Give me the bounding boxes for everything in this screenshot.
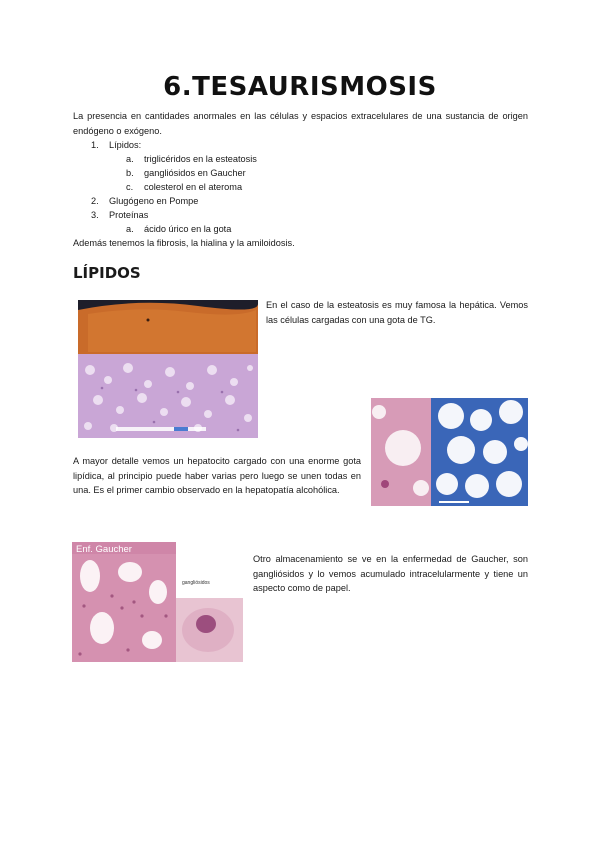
- list-marker: a.: [126, 224, 134, 234]
- list-text: ácido úrico en la gota: [144, 224, 232, 234]
- intro-paragraph: La presencia en cantidades anormales en las células y espacios extracelulares de una sustancia de origen endógeno o exógeno.: [73, 111, 528, 136]
- list-marker: a.: [126, 154, 134, 164]
- gaucher-image-label: Enf. Gaucher: [76, 544, 132, 555]
- after-list-text: Además tenemos la fibrosis, la hialina y la amiloidosis.: [73, 238, 295, 248]
- steatosis-liver-image-graphic: [78, 300, 258, 438]
- list-marker: 3.: [91, 210, 99, 220]
- gaucher-image: [72, 542, 243, 662]
- list-text: Proteínas: [109, 210, 149, 220]
- list-marker: c.: [126, 182, 134, 192]
- page-title: 6.TESAURISMOSIS: [163, 72, 437, 102]
- list-item: [126, 152, 257, 167]
- list-item: [126, 166, 246, 181]
- steatosis-liver-image: [78, 300, 258, 438]
- hepatocyte-paragraph: A mayor detalle vemos un hepatocito cargado con una enorme gota lipídica, al principio puede haber varias pero luego se unen todas en una. Es el primer cambio observado en la hepatopatía alcohólica.: [73, 456, 361, 496]
- list-item: [91, 138, 141, 153]
- list-marker: 2.: [91, 196, 99, 206]
- list-text: colesterol en el ateroma: [144, 182, 243, 192]
- list-marker: 1.: [91, 140, 99, 150]
- ganglio-image-label: gangliósidos: [182, 580, 210, 586]
- list-text: gangliósidos en Gaucher: [144, 168, 246, 178]
- list-text: Lípidos:: [109, 140, 142, 150]
- gaucher-image-graphic: [72, 542, 243, 662]
- list-text: triglicéridos en la esteatosis: [144, 154, 257, 164]
- hepatocyte-lipid-image: [371, 398, 528, 506]
- list-item: [126, 180, 242, 195]
- list-item: [91, 194, 198, 209]
- steatosis-paragraph: En el caso de la esteatosis es muy famosa la hepática. Vemos las células cargadas con una gota de TG.: [266, 300, 528, 325]
- list-text: Glugógeno en Pompe: [109, 196, 199, 206]
- list-marker: b.: [126, 168, 134, 178]
- section-heading: LÍPIDOS: [73, 264, 141, 282]
- list-item: [126, 222, 231, 237]
- hepatocyte-lipid-image-graphic: [371, 398, 528, 506]
- gaucher-paragraph: Otro almacenamiento se ve en la enfermedad de Gaucher, son gangliósidos y lo vemos acumulado intracelularmente y tiene un aspecto como de papel.: [253, 554, 528, 594]
- list-item: [91, 208, 148, 223]
